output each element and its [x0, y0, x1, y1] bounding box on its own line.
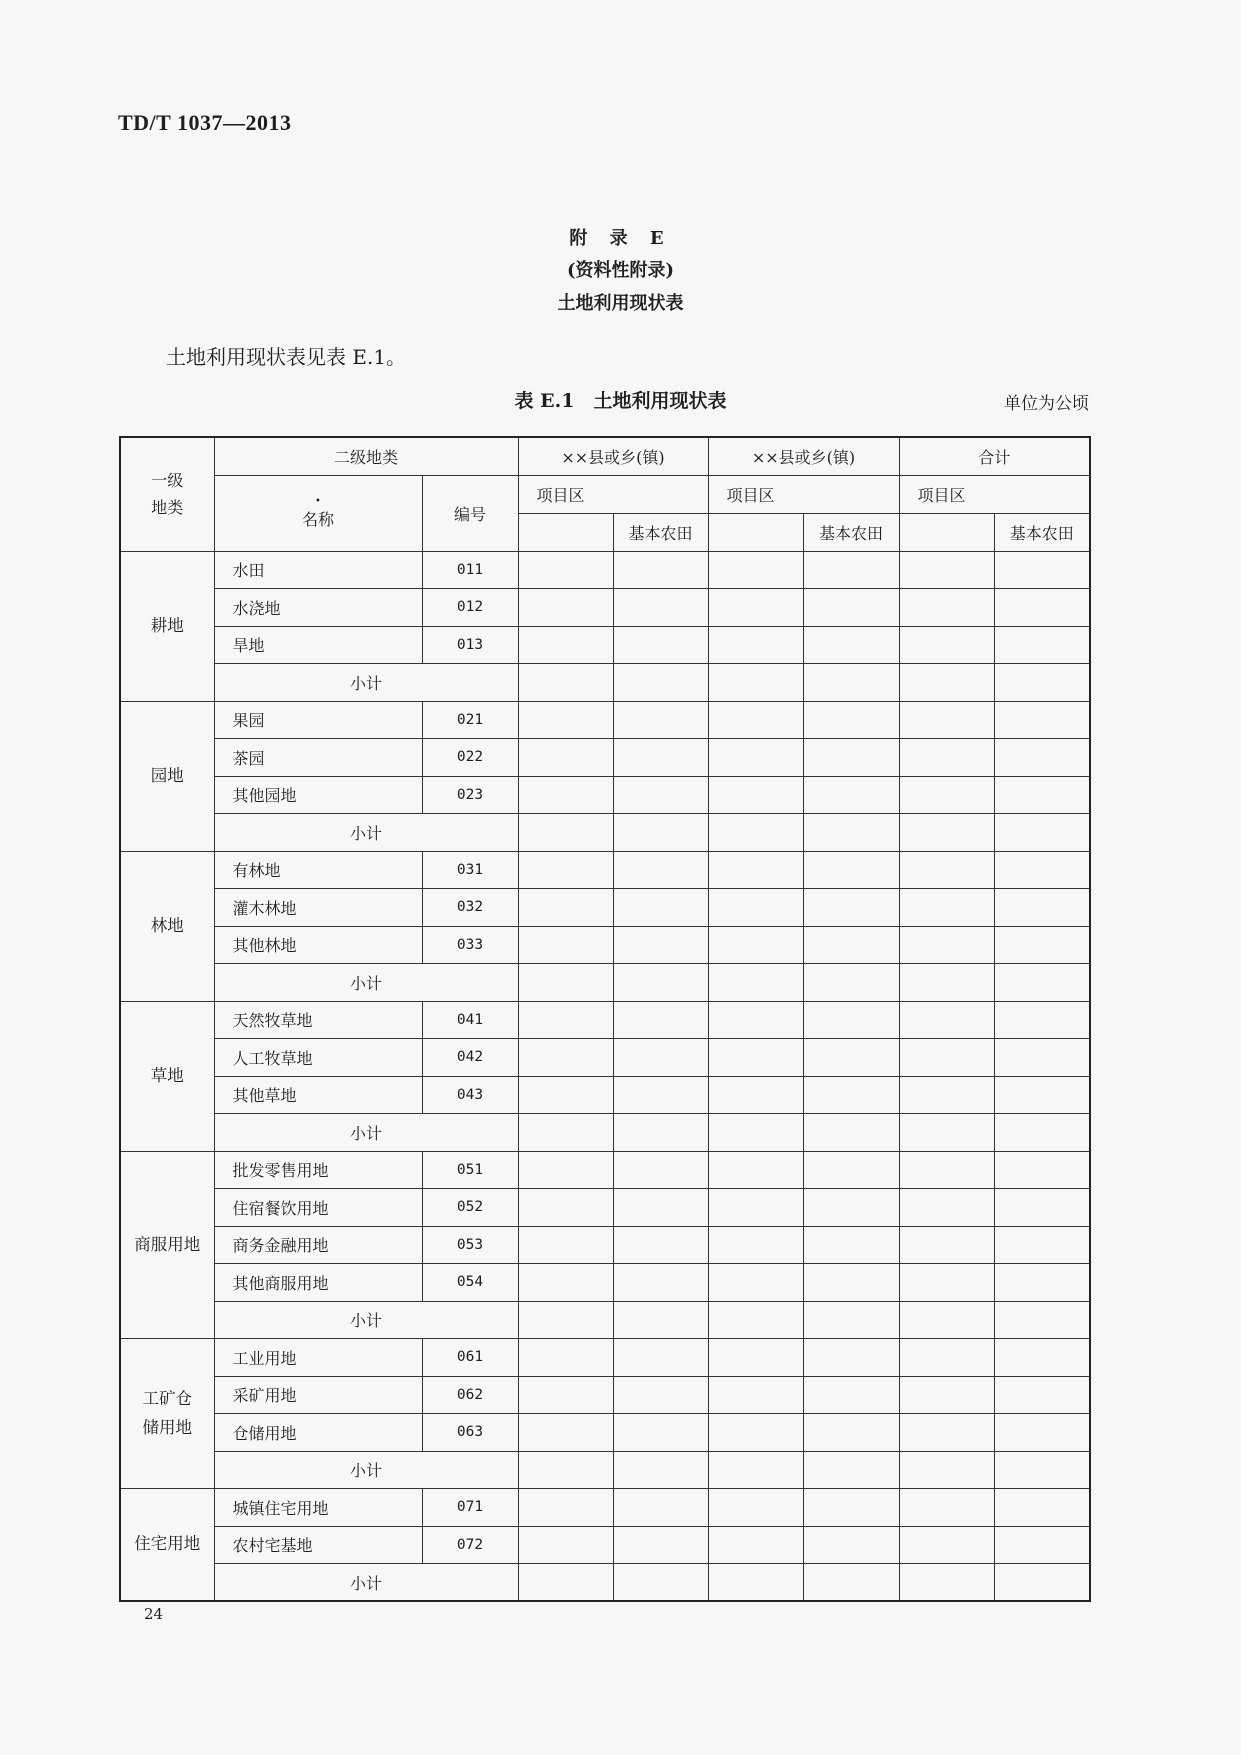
value-cell — [899, 1189, 994, 1227]
value-cell — [899, 1151, 994, 1189]
value-cell — [803, 814, 899, 852]
value-cell — [518, 964, 613, 1002]
value-cell — [613, 1301, 708, 1339]
value-cell — [803, 851, 899, 889]
value-cell — [708, 1039, 803, 1077]
subtotal-label: 小计 — [214, 1301, 518, 1339]
subcategory-name: 天然牧草地 — [214, 1001, 422, 1039]
subtotal-label: 小计 — [214, 664, 518, 702]
value-cell — [518, 776, 613, 814]
dot-mark: • — [315, 495, 321, 507]
value-cell — [613, 1189, 708, 1227]
value-cell — [708, 1451, 803, 1489]
appendix-title: 附 录 E — [569, 228, 672, 249]
header-basic-farmland-2: 基本农田 — [803, 513, 899, 551]
category-name: 工矿仓 储用地 — [120, 1339, 214, 1489]
value-cell — [994, 851, 1090, 889]
value-cell — [613, 1414, 708, 1452]
subcategory-name: 果园 — [214, 701, 422, 739]
value-cell — [899, 551, 994, 589]
subcategory-name: 其他林地 — [214, 926, 422, 964]
value-cell — [899, 964, 994, 1002]
value-cell — [708, 1489, 803, 1527]
subtotal-row — [120, 1564, 1090, 1602]
category-name: 商服用地 — [120, 1151, 214, 1339]
subcategory-name: 水浇地 — [214, 589, 422, 627]
table-row — [120, 1001, 1090, 1039]
value-cell — [803, 776, 899, 814]
subtotal-label: 小计 — [214, 1114, 518, 1152]
table-caption: 表 E.1 土地利用现状表 — [514, 390, 727, 412]
value-cell — [899, 626, 994, 664]
value-cell — [708, 589, 803, 627]
unit-note: 单位为公顷 — [1004, 394, 1089, 414]
subcategory-name: 水田 — [214, 551, 422, 589]
table-row — [120, 551, 1090, 589]
subcategory-name: 人工牧草地 — [214, 1039, 422, 1077]
value-cell — [899, 1039, 994, 1077]
subcategory-name: 其他草地 — [214, 1076, 422, 1114]
value-cell — [613, 1151, 708, 1189]
value-cell — [518, 664, 613, 702]
value-cell — [708, 1526, 803, 1564]
value-cell — [899, 1564, 994, 1602]
value-cell — [613, 1489, 708, 1527]
value-cell — [613, 964, 708, 1002]
subcategory-code: 042 — [422, 1039, 518, 1077]
subcategory-code: 061 — [422, 1339, 518, 1377]
value-cell — [708, 551, 803, 589]
table-row — [120, 1039, 1090, 1077]
subcategory-code: 051 — [422, 1151, 518, 1189]
value-cell — [994, 1564, 1090, 1602]
value-cell — [899, 1226, 994, 1264]
header-code: 编号 — [422, 475, 518, 551]
subcategory-name: 采矿用地 — [214, 1376, 422, 1414]
header-basic-farmland-1: 基本农田 — [613, 513, 708, 551]
value-cell — [994, 1189, 1090, 1227]
value-cell — [708, 701, 803, 739]
value-cell — [518, 1451, 613, 1489]
value-cell — [803, 889, 899, 927]
table-row — [120, 1151, 1090, 1189]
subcategory-name: 批发零售用地 — [214, 1151, 422, 1189]
subcategory-name: 其他商服用地 — [214, 1264, 422, 1302]
value-cell — [518, 1189, 613, 1227]
subtotal-label: 小计 — [214, 814, 518, 852]
land-use-table — [119, 436, 1091, 1602]
value-cell — [613, 1039, 708, 1077]
value-cell — [518, 1226, 613, 1264]
intro-text: 土地利用现状表见表 E.1。 — [166, 345, 407, 369]
value-cell — [899, 1301, 994, 1339]
appendix-name: 土地利用现状表 — [557, 293, 684, 314]
table-row — [120, 589, 1090, 627]
value-cell — [613, 1526, 708, 1564]
table-row — [120, 851, 1090, 889]
value-cell — [899, 1001, 994, 1039]
value-cell — [518, 1414, 613, 1452]
value-cell — [803, 1151, 899, 1189]
value-cell — [994, 1414, 1090, 1452]
subcategory-code: 023 — [422, 776, 518, 814]
table-row — [120, 1526, 1090, 1564]
value-cell — [899, 776, 994, 814]
header-blank-3 — [899, 513, 994, 551]
value-cell — [613, 1114, 708, 1152]
value-cell — [708, 1114, 803, 1152]
value-cell — [518, 814, 613, 852]
value-cell — [994, 1039, 1090, 1077]
table-body — [120, 551, 1090, 1601]
value-cell — [518, 1076, 613, 1114]
value-cell — [803, 1301, 899, 1339]
value-cell — [708, 814, 803, 852]
table-row — [120, 1339, 1090, 1377]
value-cell — [899, 889, 994, 927]
value-cell — [803, 551, 899, 589]
subtotal-row — [120, 1451, 1090, 1489]
subtotal-row — [120, 814, 1090, 852]
subcategory-name: 城镇住宅用地 — [214, 1489, 422, 1527]
table-row — [120, 776, 1090, 814]
value-cell — [613, 1226, 708, 1264]
value-cell — [708, 1001, 803, 1039]
table-row — [120, 1189, 1090, 1227]
table-row — [120, 739, 1090, 777]
value-cell — [708, 739, 803, 777]
value-cell — [994, 1376, 1090, 1414]
value-cell — [899, 814, 994, 852]
subtotal-row — [120, 664, 1090, 702]
subcategory-name: 工业用地 — [214, 1339, 422, 1377]
subcategory-name: 农村宅基地 — [214, 1526, 422, 1564]
value-cell — [708, 664, 803, 702]
appendix-subtitle: (资料性附录) — [566, 260, 675, 281]
header-region2: ××县或乡(镇) — [708, 437, 899, 475]
value-cell — [899, 1526, 994, 1564]
value-cell — [994, 1114, 1090, 1152]
value-cell — [518, 1151, 613, 1189]
value-cell — [803, 1414, 899, 1452]
header-blank-1 — [518, 513, 613, 551]
category-name: 住宅用地 — [120, 1489, 214, 1602]
value-cell — [803, 1189, 899, 1227]
value-cell — [613, 1339, 708, 1377]
value-cell — [803, 1489, 899, 1527]
value-cell — [708, 1226, 803, 1264]
table-row — [120, 1414, 1090, 1452]
subcategory-code: 021 — [422, 701, 518, 739]
value-cell — [899, 851, 994, 889]
value-cell — [518, 589, 613, 627]
value-cell — [613, 1264, 708, 1302]
value-cell — [613, 1376, 708, 1414]
table-row — [120, 926, 1090, 964]
value-cell — [899, 1414, 994, 1452]
value-cell — [613, 739, 708, 777]
value-cell — [899, 1339, 994, 1377]
value-cell — [899, 926, 994, 964]
value-cell — [613, 1564, 708, 1602]
value-cell — [518, 1264, 613, 1302]
value-cell — [803, 926, 899, 964]
value-cell — [803, 589, 899, 627]
value-cell — [518, 551, 613, 589]
subcategory-code: 063 — [422, 1414, 518, 1452]
value-cell — [613, 551, 708, 589]
value-cell — [994, 1076, 1090, 1114]
subcategory-code: 041 — [422, 1001, 518, 1039]
header-project-area-1: 项目区 — [518, 475, 708, 513]
subcategory-code: 043 — [422, 1076, 518, 1114]
subtotal-row — [120, 1114, 1090, 1152]
value-cell — [518, 1114, 613, 1152]
value-cell — [803, 1451, 899, 1489]
subcategory-code: 012 — [422, 589, 518, 627]
value-cell — [994, 814, 1090, 852]
value-cell — [708, 1376, 803, 1414]
table-row — [120, 1076, 1090, 1114]
table-row — [120, 701, 1090, 739]
value-cell — [803, 1564, 899, 1602]
value-cell — [899, 1264, 994, 1302]
value-cell — [708, 889, 803, 927]
subcategory-code: 032 — [422, 889, 518, 927]
value-cell — [899, 701, 994, 739]
value-cell — [708, 1151, 803, 1189]
value-cell — [899, 1114, 994, 1152]
subcategory-name: 仓储用地 — [214, 1414, 422, 1452]
value-cell — [994, 1339, 1090, 1377]
subcategory-name: 灌木林地 — [214, 889, 422, 927]
subcategory-code: 053 — [422, 1226, 518, 1264]
subcategory-code: 052 — [422, 1189, 518, 1227]
value-cell — [518, 1564, 613, 1602]
subcategory-code: 071 — [422, 1489, 518, 1527]
value-cell — [613, 1451, 708, 1489]
table-row — [120, 626, 1090, 664]
value-cell — [994, 664, 1090, 702]
value-cell — [899, 1376, 994, 1414]
table-row — [120, 889, 1090, 927]
value-cell — [708, 1076, 803, 1114]
header-basic-farmland-3: 基本农田 — [994, 513, 1090, 551]
value-cell — [613, 1076, 708, 1114]
table-row — [120, 1376, 1090, 1414]
value-cell — [708, 1301, 803, 1339]
subcategory-name: 旱地 — [214, 626, 422, 664]
value-cell — [613, 626, 708, 664]
subcategory-code: 033 — [422, 926, 518, 964]
value-cell — [803, 701, 899, 739]
value-cell — [708, 964, 803, 1002]
value-cell — [518, 1489, 613, 1527]
value-cell — [994, 1001, 1090, 1039]
subcategory-name: 商务金融用地 — [214, 1226, 422, 1264]
value-cell — [994, 926, 1090, 964]
value-cell — [518, 889, 613, 927]
value-cell — [803, 1039, 899, 1077]
value-cell — [518, 1339, 613, 1377]
header-level2: 二级地类 — [214, 437, 518, 475]
value-cell — [994, 1264, 1090, 1302]
header-region1: ××县或乡(镇) — [518, 437, 708, 475]
header-level1-label: 一级 地类 — [151, 471, 184, 518]
value-cell — [803, 626, 899, 664]
header-blank-2 — [708, 513, 803, 551]
value-cell — [899, 739, 994, 777]
value-cell — [803, 1001, 899, 1039]
value-cell — [803, 1376, 899, 1414]
value-cell — [994, 551, 1090, 589]
value-cell — [518, 701, 613, 739]
value-cell — [613, 814, 708, 852]
value-cell — [518, 626, 613, 664]
value-cell — [708, 1564, 803, 1602]
value-cell — [994, 776, 1090, 814]
table-row — [120, 1264, 1090, 1302]
subtotal-label: 小计 — [214, 1451, 518, 1489]
value-cell — [518, 1526, 613, 1564]
value-cell — [994, 1489, 1090, 1527]
value-cell — [994, 701, 1090, 739]
value-cell — [994, 1451, 1090, 1489]
value-cell — [613, 851, 708, 889]
value-cell — [994, 626, 1090, 664]
page-number: 24 — [144, 1605, 164, 1623]
value-cell — [518, 1301, 613, 1339]
value-cell — [518, 926, 613, 964]
value-cell — [899, 1076, 994, 1114]
value-cell — [613, 776, 708, 814]
value-cell — [994, 1151, 1090, 1189]
value-cell — [613, 664, 708, 702]
value-cell — [518, 1376, 613, 1414]
standard-code: TD/T 1037—2013 — [118, 110, 292, 135]
category-name: 园地 — [120, 701, 214, 851]
value-cell — [994, 1226, 1090, 1264]
subtotal-label: 小计 — [214, 964, 518, 1002]
value-cell — [708, 851, 803, 889]
value-cell — [994, 1301, 1090, 1339]
value-cell — [994, 964, 1090, 1002]
value-cell — [613, 589, 708, 627]
value-cell — [708, 626, 803, 664]
header-total: 合计 — [899, 437, 1090, 475]
value-cell — [899, 1451, 994, 1489]
value-cell — [708, 1189, 803, 1227]
header-name — [214, 475, 422, 551]
subcategory-code: 011 — [422, 551, 518, 589]
value-cell — [994, 589, 1090, 627]
subcategory-name: 有林地 — [214, 851, 422, 889]
value-cell — [613, 701, 708, 739]
header-project-area-2: 项目区 — [708, 475, 899, 513]
value-cell — [613, 926, 708, 964]
subcategory-name: 其他园地 — [214, 776, 422, 814]
subtotal-label: 小计 — [214, 1564, 518, 1602]
table-row — [120, 1489, 1090, 1527]
value-cell — [803, 664, 899, 702]
table-row — [120, 1226, 1090, 1264]
value-cell — [899, 664, 994, 702]
category-name: 耕地 — [120, 551, 214, 701]
value-cell — [708, 926, 803, 964]
subcategory-code: 062 — [422, 1376, 518, 1414]
value-cell — [518, 851, 613, 889]
value-cell — [803, 1114, 899, 1152]
value-cell — [899, 1489, 994, 1527]
value-cell — [518, 739, 613, 777]
subcategory-code: 072 — [422, 1526, 518, 1564]
value-cell — [708, 776, 803, 814]
value-cell — [803, 1264, 899, 1302]
subcategory-code: 013 — [422, 626, 518, 664]
subcategory-code: 054 — [422, 1264, 518, 1302]
category-name: 草地 — [120, 1001, 214, 1151]
value-cell — [994, 1526, 1090, 1564]
value-cell — [708, 1264, 803, 1302]
subtotal-row — [120, 1301, 1090, 1339]
value-cell — [708, 1339, 803, 1377]
subcategory-name: 住宿餐饮用地 — [214, 1189, 422, 1227]
value-cell — [803, 1226, 899, 1264]
value-cell — [518, 1039, 613, 1077]
subcategory-code: 031 — [422, 851, 518, 889]
header-project-area-3: 项目区 — [899, 475, 1090, 513]
value-cell — [994, 739, 1090, 777]
value-cell — [613, 889, 708, 927]
value-cell — [803, 1526, 899, 1564]
value-cell — [613, 1001, 708, 1039]
subcategory-code: 022 — [422, 739, 518, 777]
value-cell — [803, 739, 899, 777]
category-name: 林地 — [120, 851, 214, 1001]
value-cell — [803, 1076, 899, 1114]
header-name-label: 名称 — [301, 509, 334, 529]
value-cell — [518, 1001, 613, 1039]
subcategory-name: 茶园 — [214, 739, 422, 777]
value-cell — [899, 589, 994, 627]
value-cell — [803, 964, 899, 1002]
value-cell — [994, 889, 1090, 927]
header-level1 — [120, 437, 214, 551]
subtotal-row — [120, 964, 1090, 1002]
value-cell — [708, 1414, 803, 1452]
value-cell — [803, 1339, 899, 1377]
